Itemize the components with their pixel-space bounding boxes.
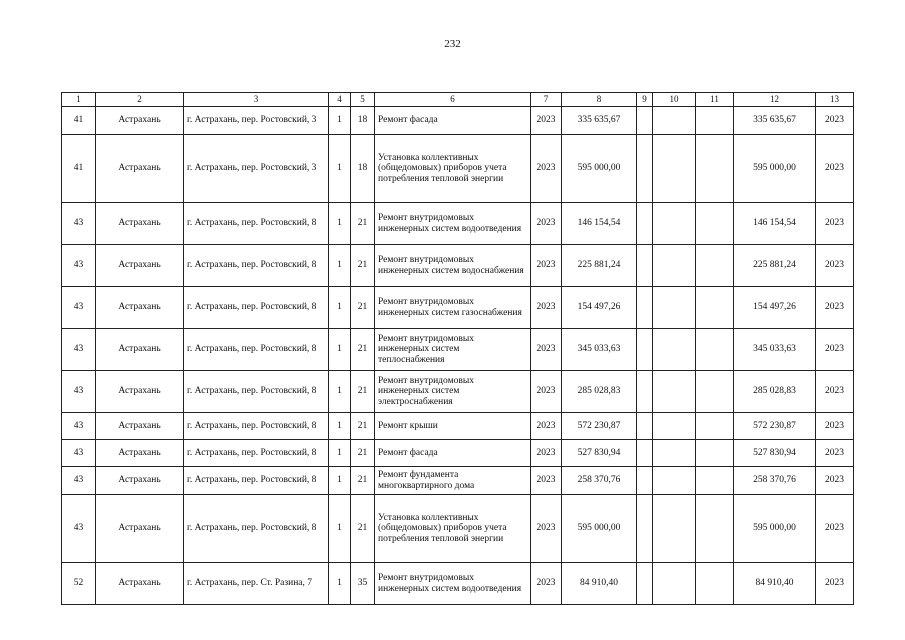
empty-cell	[653, 495, 696, 563]
work-type-cell: Ремонт внутридомовых инженерных систем газоснабжения	[375, 287, 531, 329]
code-cell: 21	[351, 467, 375, 495]
table-row	[62, 245, 854, 287]
empty-cell	[696, 329, 734, 371]
cost-cell: 335 635,67	[562, 107, 637, 135]
column-number: 8	[562, 93, 637, 107]
work-type-cell: Ремонт внутридомовых инженерных систем электроснабжения	[375, 371, 531, 413]
row-number-cell: 41	[62, 135, 96, 203]
table-row	[62, 371, 854, 413]
completion-year-cell: 2023	[816, 495, 854, 563]
count-cell: 1	[329, 413, 351, 440]
empty-cell	[696, 495, 734, 563]
count-cell: 1	[329, 245, 351, 287]
address-cell: г. Астрахань, пер. Ростовский, 8	[184, 287, 329, 329]
address-cell: г. Астрахань, пер. Ростовский, 8	[184, 203, 329, 245]
code-cell: 21	[351, 287, 375, 329]
locality-cell: Астрахань	[96, 107, 184, 135]
column-number-row	[62, 93, 854, 107]
empty-cell	[653, 329, 696, 371]
work-type-cell: Установка коллективных (общедомовых) приборов учета потребления тепловой энергии	[375, 135, 531, 203]
completion-year-cell: 2023	[816, 563, 854, 605]
address-cell: г. Астрахань, пер. Ростовский, 8	[184, 245, 329, 287]
address-cell: г. Астрахань, пер. Ростовский, 3	[184, 135, 329, 203]
cost-cell: 527 830,94	[562, 440, 637, 467]
column-number: 3	[184, 93, 329, 107]
empty-cell	[696, 413, 734, 440]
table-row	[62, 107, 854, 135]
locality-cell: Астрахань	[96, 203, 184, 245]
empty-cell	[653, 371, 696, 413]
work-type-cell: Ремонт крыши	[375, 413, 531, 440]
total-cost-cell: 527 830,94	[734, 440, 816, 467]
code-cell: 21	[351, 245, 375, 287]
empty-cell	[637, 467, 653, 495]
address-cell: г. Астрахань, пер. Ростовский, 3	[184, 107, 329, 135]
row-number-cell: 43	[62, 371, 96, 413]
total-cost-cell: 595 000,00	[734, 495, 816, 563]
empty-cell	[637, 107, 653, 135]
completion-year-cell: 2023	[816, 371, 854, 413]
cost-cell: 595 000,00	[562, 135, 637, 203]
count-cell: 1	[329, 563, 351, 605]
address-cell: г. Астрахань, пер. Ростовский, 8	[184, 329, 329, 371]
empty-cell	[696, 563, 734, 605]
column-number: 4	[329, 93, 351, 107]
code-cell: 35	[351, 563, 375, 605]
empty-cell	[653, 467, 696, 495]
table-row	[62, 440, 854, 467]
year-cell: 2023	[531, 245, 562, 287]
empty-cell	[696, 135, 734, 203]
cost-cell: 146 154,54	[562, 203, 637, 245]
completion-year-cell: 2023	[816, 413, 854, 440]
empty-cell	[653, 107, 696, 135]
empty-cell	[637, 329, 653, 371]
locality-cell: Астрахань	[96, 467, 184, 495]
count-cell: 1	[329, 107, 351, 135]
year-cell: 2023	[531, 135, 562, 203]
completion-year-cell: 2023	[816, 245, 854, 287]
empty-cell	[696, 245, 734, 287]
cost-cell: 154 497,26	[562, 287, 637, 329]
count-cell: 1	[329, 371, 351, 413]
work-type-cell: Ремонт внутридомовых инженерных систем водоснабжения	[375, 245, 531, 287]
empty-cell	[653, 203, 696, 245]
work-type-cell: Ремонт фундамента многоквартирного дома	[375, 467, 531, 495]
completion-year-cell: 2023	[816, 329, 854, 371]
empty-cell	[696, 371, 734, 413]
count-cell: 1	[329, 287, 351, 329]
table-row	[62, 413, 854, 440]
cost-cell: 572 230,87	[562, 413, 637, 440]
address-cell: г. Астрахань, пер. Ростовский, 8	[184, 467, 329, 495]
code-cell: 21	[351, 440, 375, 467]
completion-year-cell: 2023	[816, 287, 854, 329]
total-cost-cell: 572 230,87	[734, 413, 816, 440]
total-cost-cell: 225 881,24	[734, 245, 816, 287]
table-row	[62, 495, 854, 563]
column-number: 7	[531, 93, 562, 107]
table-row	[62, 287, 854, 329]
address-cell: г. Астрахань, пер. Ростовский, 8	[184, 413, 329, 440]
year-cell: 2023	[531, 287, 562, 329]
column-number: 9	[637, 93, 653, 107]
code-cell: 21	[351, 371, 375, 413]
locality-cell: Астрахань	[96, 440, 184, 467]
row-number-cell: 41	[62, 107, 96, 135]
empty-cell	[637, 245, 653, 287]
page-number: 232	[444, 38, 461, 50]
year-cell: 2023	[531, 107, 562, 135]
total-cost-cell: 335 635,67	[734, 107, 816, 135]
total-cost-cell: 258 370,76	[734, 467, 816, 495]
work-type-cell: Ремонт фасада	[375, 107, 531, 135]
total-cost-cell: 285 028,83	[734, 371, 816, 413]
column-number: 13	[816, 93, 854, 107]
address-cell: г. Астрахань, пер. Ростовский, 8	[184, 495, 329, 563]
empty-cell	[653, 135, 696, 203]
locality-cell: Астрахань	[96, 135, 184, 203]
empty-cell	[653, 563, 696, 605]
work-type-cell: Ремонт внутридомовых инженерных систем теплоснабжения	[375, 329, 531, 371]
table-row	[62, 135, 854, 203]
row-number-cell: 52	[62, 563, 96, 605]
total-cost-cell: 154 497,26	[734, 287, 816, 329]
work-type-cell: Установка коллективных (общедомовых) приборов учета потребления тепловой энергии	[375, 495, 531, 563]
year-cell: 2023	[531, 563, 562, 605]
table-row	[62, 563, 854, 605]
work-type-cell: Ремонт фасада	[375, 440, 531, 467]
empty-cell	[653, 245, 696, 287]
locality-cell: Астрахань	[96, 287, 184, 329]
row-number-cell: 43	[62, 413, 96, 440]
count-cell: 1	[329, 440, 351, 467]
code-cell: 21	[351, 413, 375, 440]
locality-cell: Астрахань	[96, 413, 184, 440]
empty-cell	[637, 495, 653, 563]
locality-cell: Астрахань	[96, 495, 184, 563]
cost-cell: 84 910,40	[562, 563, 637, 605]
empty-cell	[696, 203, 734, 245]
empty-cell	[696, 107, 734, 135]
column-number: 12	[734, 93, 816, 107]
completion-year-cell: 2023	[816, 440, 854, 467]
total-cost-cell: 595 000,00	[734, 135, 816, 203]
count-cell: 1	[329, 467, 351, 495]
address-cell: г. Астрахань, пер. Ростовский, 8	[184, 371, 329, 413]
empty-cell	[637, 135, 653, 203]
cost-cell: 258 370,76	[562, 467, 637, 495]
total-cost-cell: 84 910,40	[734, 563, 816, 605]
empty-cell	[696, 287, 734, 329]
empty-cell	[637, 287, 653, 329]
row-number-cell: 43	[62, 440, 96, 467]
code-cell: 21	[351, 329, 375, 371]
empty-cell	[653, 440, 696, 467]
code-cell: 18	[351, 107, 375, 135]
count-cell: 1	[329, 203, 351, 245]
empty-cell	[653, 413, 696, 440]
column-number: 2	[96, 93, 184, 107]
locality-cell: Астрахань	[96, 245, 184, 287]
locality-cell: Астрахань	[96, 329, 184, 371]
table-row	[62, 329, 854, 371]
code-cell: 18	[351, 135, 375, 203]
empty-cell	[696, 467, 734, 495]
row-number-cell: 43	[62, 245, 96, 287]
column-number: 1	[62, 93, 96, 107]
work-type-cell: Ремонт внутридомовых инженерных систем водоотведения	[375, 563, 531, 605]
completion-year-cell: 2023	[816, 467, 854, 495]
total-cost-cell: 146 154,54	[734, 203, 816, 245]
column-number: 5	[351, 93, 375, 107]
completion-year-cell: 2023	[816, 203, 854, 245]
column-number: 11	[696, 93, 734, 107]
row-number-cell: 43	[62, 467, 96, 495]
address-cell: г. Астрахань, пер. Ст. Разина, 7	[184, 563, 329, 605]
work-type-cell: Ремонт внутридомовых инженерных систем водоотведения	[375, 203, 531, 245]
empty-cell	[696, 440, 734, 467]
year-cell: 2023	[531, 203, 562, 245]
row-number-cell: 43	[62, 203, 96, 245]
column-number: 6	[375, 93, 531, 107]
empty-cell	[637, 440, 653, 467]
code-cell: 21	[351, 203, 375, 245]
year-cell: 2023	[531, 495, 562, 563]
cost-cell: 345 033,63	[562, 329, 637, 371]
year-cell: 2023	[531, 440, 562, 467]
code-cell: 21	[351, 495, 375, 563]
total-cost-cell: 345 033,63	[734, 329, 816, 371]
table-row	[62, 467, 854, 495]
completion-year-cell: 2023	[816, 107, 854, 135]
empty-cell	[653, 287, 696, 329]
row-number-cell: 43	[62, 495, 96, 563]
completion-year-cell: 2023	[816, 135, 854, 203]
register-table	[61, 92, 854, 605]
year-cell: 2023	[531, 371, 562, 413]
empty-cell	[637, 413, 653, 440]
locality-cell: Астрахань	[96, 563, 184, 605]
empty-cell	[637, 203, 653, 245]
row-number-cell: 43	[62, 287, 96, 329]
year-cell: 2023	[531, 467, 562, 495]
year-cell: 2023	[531, 329, 562, 371]
count-cell: 1	[329, 135, 351, 203]
row-number-cell: 43	[62, 329, 96, 371]
column-number: 10	[653, 93, 696, 107]
count-cell: 1	[329, 495, 351, 563]
cost-cell: 285 028,83	[562, 371, 637, 413]
table-row	[62, 203, 854, 245]
empty-cell	[637, 371, 653, 413]
cost-cell: 595 000,00	[562, 495, 637, 563]
locality-cell: Астрахань	[96, 371, 184, 413]
cost-cell: 225 881,24	[562, 245, 637, 287]
count-cell: 1	[329, 329, 351, 371]
year-cell: 2023	[531, 413, 562, 440]
empty-cell	[637, 563, 653, 605]
address-cell: г. Астрахань, пер. Ростовский, 8	[184, 440, 329, 467]
